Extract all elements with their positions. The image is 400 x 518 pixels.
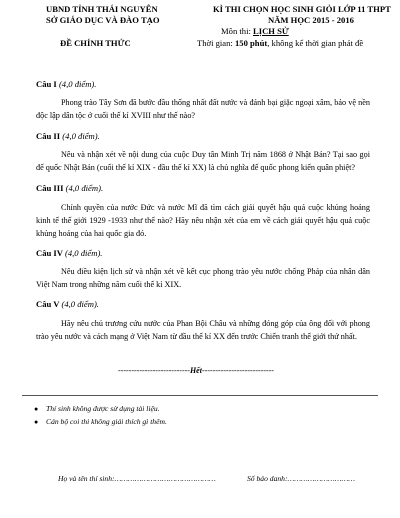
subject-label: Môn thi: [221,26,253,36]
bullet-icon: ● [34,418,39,426]
question-4-title [36,248,102,259]
question-1-text: Phong trào Tây Sơn đã bước đầu thống nhất đất nước và đánh bại giặc ngoại xâm, bảo vệ nền độc lập dân tộc ở cuối thế kỉ XVIII như thế nào? [36,98,370,120]
note-2: Cán bộ coi thi không giải thích gì thêm. [46,417,167,426]
subject-line [221,26,289,37]
subject-value: LỊCH SỬ [253,26,289,36]
time-rest: , không kể thời gian phát đề [267,38,364,48]
question-title: Câu III [36,183,66,193]
question-2-text: Nêu và nhận xét về nội dung của cuộc Duy tân Minh Trị năm 1868 ở Nhật Bản? Tại sao gọi đế quốc Nhật Bản (cuối thế kỉ XIX - đầu thế kỉ XX) là chủ nghĩa đế quốc phong kiến quân phiệt? [36,150,370,172]
department-name: UBND TỈNH THÁI NGUYÊN [46,4,158,14]
candidate-number-field: Số báo danh:………………………… [247,474,356,483]
school-year: NĂM HỌC 2015 - 2016 [268,15,354,25]
office-name: SỞ GIÁO DỤC VÀ ĐÀO TẠO [46,15,160,25]
time-line [197,38,363,49]
question-title: Câu IV [36,248,65,258]
end-word: Hết [189,366,202,375]
question-4-text: Nêu điều kiện lịch sử và nhận xét về kết cục phong trào yêu nước chống Pháp của nhân dân Việt Nam trong những năm cuối thế kỉ XIX. [36,267,370,289]
candidate-name-field: Họ và tên thí sinh:……………………………………… [58,474,216,483]
end-dashes-left: --------------------------- [118,366,190,375]
end-marker [118,366,274,375]
time-value: 150 phút [234,38,268,48]
end-dashes-right: --------------------------- [201,366,274,375]
question-points: (4,0 điểm). [62,131,100,141]
question-points: (4,0 điểm). [61,299,99,309]
question-2-title [36,131,100,142]
question-5-title [36,299,99,310]
bullet-icon: ● [34,405,39,413]
question-title: Câu I [36,79,59,89]
question-title: Câu V [36,299,62,309]
question-3-title [36,183,103,194]
exam-title: KÌ THI CHỌN HỌC SINH GIỎI LỚP 11 THPT [213,4,391,14]
question-points: (4,0 điểm). [58,79,97,89]
question-5-text: Hãy nêu chủ trương cứu nước của Phan Bội Châu và những đóng góp của ông đối với phong trào yêu nước và cách mạng ở Việt Nam từ đầu thế kỉ XX đến trước Chiến tranh thế giới thứ nhất. [36,319,370,341]
official-label: ĐỀ CHÍNH THỨC [60,38,131,48]
question-3-text: Chính quyền của nước Đức và nước Mĩ đã tìm cách giải quyết hậu quả cuộc khủng hoảng kinh tế thế giới 1929 -1933 như thế nào? Hãy nêu nhận xét của em về cách giải quyết hậu quả cuộc khủng hoảng của hai quốc gia đó. [36,203,370,238]
time-label: Thời gian: [197,38,235,48]
question-title: Câu II [36,131,63,141]
question-points: (4,0 điểm). [65,183,104,193]
divider [22,395,378,396]
question-1-title [36,79,96,90]
question-points: (4,0 điểm). [64,248,103,258]
note-1: Thí sinh không được sử dụng tài liệu. [46,404,160,413]
